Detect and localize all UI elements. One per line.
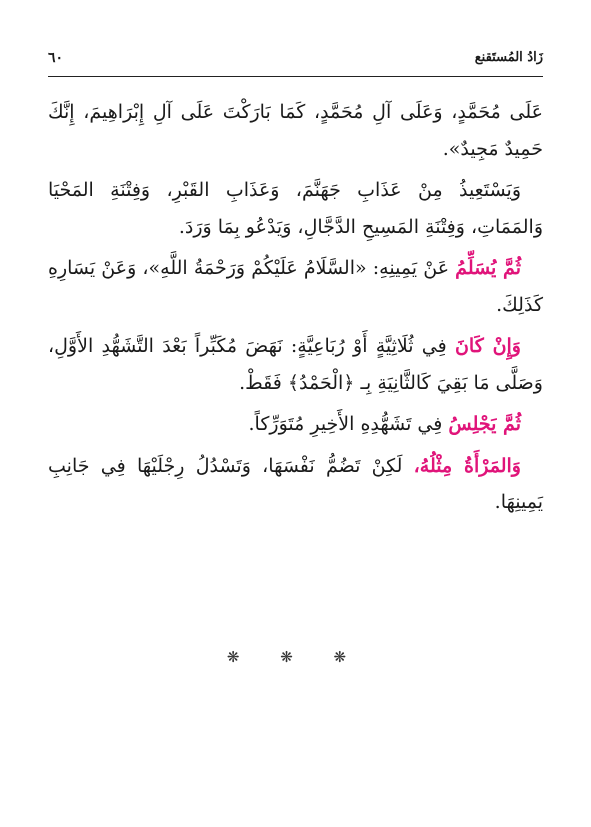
paragraph-text: فِي ثُلَاثِيَّةٍ أَوْ رُبَاعِيَّةٍ: نَهَضَ مُكَبِّراً بَعْدَ التَّشَهُّدِ الأَوَّلِ، وَصَلَّى مَا بَقِيَ كَالثَّانِيَةِ بِـ ﴿الْحَمْدُ﴾ فَقَطْ.: [48, 335, 543, 394]
paragraph-text: فِي تَشَهُّدِهِ الأَخِيرِ مُتَوَرِّكاً.: [248, 413, 449, 435]
paragraph-5: [48, 406, 543, 443]
paragraph-6: [48, 448, 543, 521]
matn-highlight: ثُمَّ يُسَلِّمُ: [455, 257, 521, 279]
page-header: [48, 50, 543, 72]
page-body: [48, 94, 543, 526]
paragraph-text: عَنْ يَمِينِهِ: «السَّلَامُ عَلَيْكُمْ وَرَحْمَةُ اللَّهِ»، وَعَنْ يَسَارِهِ كَذَلِكَ.: [48, 257, 543, 316]
paragraph-2: وَيَسْتَعِيذُ مِنْ عَذَابِ جَهَنَّمَ، وَعَذَابِ القَبْرِ، وَفِتْنَةِ المَحْيَا وَالمَمَاتِ، وَفِتْنَةِ المَسِيحِ الدَّجَّالِ، وَيَدْعُو بِمَا وَرَدَ.: [48, 179, 543, 238]
paragraph-text: لَكِنْ تَضُمُّ نَفْسَهَا، وَتَسْدُلُ رِجْلَيْهَا فِي جَانِبِ يَمِينِهَا.: [48, 454, 543, 513]
paragraph-4: [48, 328, 543, 401]
matn-highlight: وَإِنْ كَانَ: [454, 335, 521, 357]
paragraph-1: عَلَى مُحَمَّدٍ، وَعَلَى آلِ مُحَمَّدٍ، كَمَا بَارَكْتَ عَلَى آلِ إِبْرَاهِيمَ، إِنَّكَ حَمِيدٌ مَجِيدٌ».: [48, 101, 543, 160]
matn-highlight: وَالمَرْأَةُ مِثْلُهُ،: [413, 454, 521, 477]
section-separator: ❋ ❋ ❋: [226, 648, 365, 666]
paragraph-3: [48, 250, 543, 323]
matn-highlight: ثُمَّ يَجْلِسُ: [448, 413, 521, 435]
header-rule: [48, 76, 543, 77]
running-title: زَادُ المُستَقنع: [474, 50, 543, 65]
page-number: ٦٠: [48, 50, 64, 66]
